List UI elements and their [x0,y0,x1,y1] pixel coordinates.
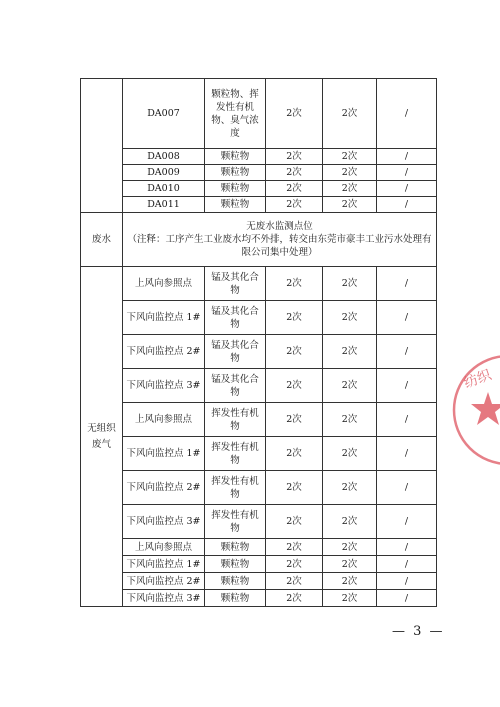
table-row [81,403,437,437]
wastewater-line1: 无废水监测点位 [246,221,313,232]
frequency-cell: 2次 [266,197,323,213]
point-cell: 下风向监控点 3# [123,590,205,607]
table-row [81,165,437,181]
seal-text: 纺织 [461,367,494,392]
pollutant-cell: 锰及其化合物 [205,301,266,335]
frequency-cell: / [377,556,437,573]
category-cell [81,79,123,213]
table-row [81,505,437,539]
table-row [81,556,437,573]
frequency-cell: 2次 [266,335,323,369]
point-cell: 下风向监控点 3# [123,369,205,403]
table-row [81,79,437,149]
frequency-cell: 2次 [323,267,377,301]
table-row [81,301,437,335]
frequency-cell: / [377,267,437,301]
table-row [81,471,437,505]
point-cell: 下风向监控点 1# [123,556,205,573]
point-cell: 下风向监控点 2# [123,471,205,505]
frequency-cell: 2次 [266,556,323,573]
frequency-cell: / [377,301,437,335]
monitoring-table [80,78,437,607]
frequency-cell: 2次 [266,79,323,149]
table-row [81,267,437,301]
category-cell: 无组织废气 [81,267,123,607]
frequency-cell: 2次 [323,165,377,181]
official-seal-stamp [448,350,500,470]
point-cell: DA009 [123,165,205,181]
frequency-cell: 2次 [323,471,377,505]
pollutant-cell: 颗粒物 [205,539,266,556]
pollutant-cell: 颗粒物 [205,590,266,607]
frequency-cell: 2次 [323,369,377,403]
table-row [81,197,437,213]
frequency-cell: 2次 [323,556,377,573]
pollutant-cell: 锰及其化合物 [205,335,266,369]
frequency-cell: / [377,403,437,437]
frequency-cell: / [377,149,437,165]
table-row [81,181,437,197]
frequency-cell: 2次 [323,437,377,471]
frequency-cell: 2次 [323,197,377,213]
table-row [81,149,437,165]
frequency-cell: 2次 [266,471,323,505]
frequency-cell: / [377,505,437,539]
frequency-cell: 2次 [266,403,323,437]
point-cell: DA011 [123,197,205,213]
point-cell: 下风向监控点 1# [123,437,205,471]
pollutant-cell: 挥发性有机物 [205,471,266,505]
frequency-cell: 2次 [266,165,323,181]
pollutant-cell: 锰及其化合物 [205,369,266,403]
frequency-cell: 2次 [323,573,377,590]
point-cell: 上风向参照点 [123,539,205,556]
frequency-cell: 2次 [266,149,323,165]
pollutant-cell: 颗粒物 [205,149,266,165]
frequency-cell: 2次 [266,267,323,301]
frequency-cell: 2次 [266,573,323,590]
pollutant-cell: 颗粒物 [205,165,266,181]
frequency-cell: 2次 [266,590,323,607]
frequency-cell: 2次 [266,369,323,403]
table-row [81,369,437,403]
frequency-cell: 2次 [323,539,377,556]
point-cell: DA010 [123,181,205,197]
pollutant-cell: 挥发性有机物 [205,437,266,471]
frequency-cell: / [377,590,437,607]
frequency-cell: / [377,437,437,471]
wastewater-line2: （注释：工序产生工业废水均不外排，转交由东莞市豪丰工业污水处理有限公司集中处理） [127,234,432,258]
wastewater-row [81,213,437,267]
table-row [81,335,437,369]
frequency-cell: 2次 [266,181,323,197]
frequency-cell: 2次 [323,301,377,335]
pollutant-cell: 颗粒物 [205,197,266,213]
frequency-cell: / [377,471,437,505]
frequency-cell: 2次 [323,335,377,369]
point-cell: 上风向参照点 [123,403,205,437]
frequency-cell: 2次 [266,539,323,556]
frequency-cell: 2次 [266,437,323,471]
frequency-cell: / [377,197,437,213]
frequency-cell: 2次 [323,403,377,437]
frequency-cell: / [377,539,437,556]
frequency-cell: 2次 [323,505,377,539]
point-cell: DA008 [123,149,205,165]
pollutant-cell: 锰及其化合物 [205,267,266,301]
pollutant-cell: 挥发性有机物 [205,403,266,437]
table-row [81,437,437,471]
pollutant-cell: 颗粒物 [205,556,266,573]
wastewater-note-cell [123,213,437,267]
pollutant-cell: 颗粒物 [205,181,266,197]
point-cell: DA007 [123,79,205,149]
frequency-cell: / [377,165,437,181]
frequency-cell: 2次 [266,505,323,539]
frequency-cell: / [377,181,437,197]
frequency-cell: 2次 [266,301,323,335]
table-row [81,573,437,590]
star-icon [471,392,500,425]
frequency-cell: / [377,335,437,369]
point-cell: 上风向参照点 [123,267,205,301]
point-cell: 下风向监控点 2# [123,573,205,590]
table-row [81,590,437,607]
pollutant-cell: 挥发性有机物 [205,505,266,539]
frequency-cell: 2次 [323,79,377,149]
pollutant-cell: 颗粒物 [205,573,266,590]
table-row [81,539,437,556]
frequency-cell: / [377,369,437,403]
frequency-cell: / [377,79,437,149]
pollutant-cell: 颗粒物、挥发性有机物、臭气浓度 [205,79,266,149]
page-number: — 3 — [392,624,445,639]
frequency-cell: 2次 [323,181,377,197]
point-cell: 下风向监控点 3# [123,505,205,539]
frequency-cell: 2次 [323,149,377,165]
frequency-cell: 2次 [323,590,377,607]
point-cell: 下风向监控点 2# [123,335,205,369]
frequency-cell: / [377,573,437,590]
category-cell: 废水 [81,213,123,267]
point-cell: 下风向监控点 1# [123,301,205,335]
